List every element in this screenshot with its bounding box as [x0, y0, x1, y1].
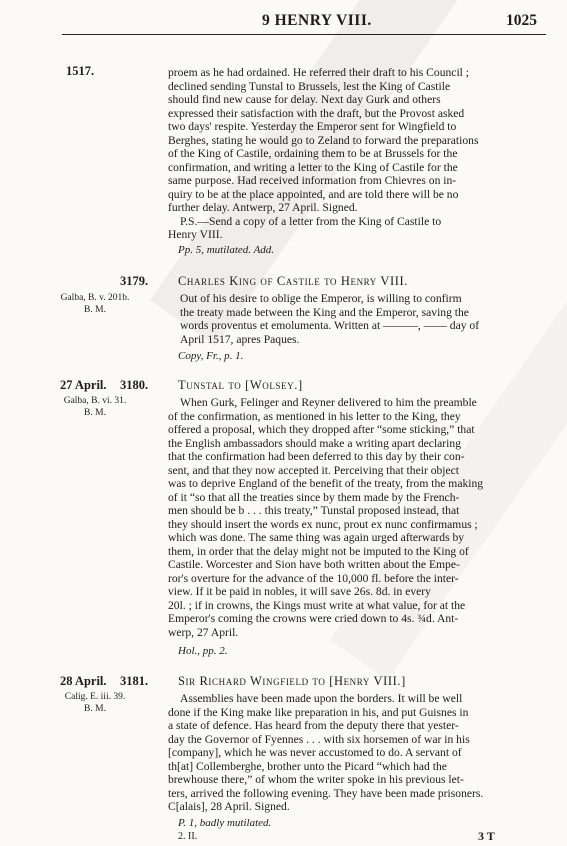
text-line: was to deprive England of the benefit of the treaty, from the making [168, 477, 484, 490]
text-line: which was done. The same thing was again urged afterwards by [168, 531, 465, 544]
text-line: done if the King make like preparation in his, and put Guisnes in [168, 705, 469, 719]
entry-paragraph [168, 692, 546, 814]
text-line: that the confirmation had been deferred to this day by their con- [168, 450, 465, 463]
manuscript-ref-location: B. M. [84, 305, 106, 315]
running-head-title: 9 HENRY VIII. [262, 12, 372, 29]
page-number: 1025 [506, 12, 537, 29]
continuation-paragraph [168, 66, 546, 242]
text-line: Emperor's coming the crowns were cried down to 4s. ¾d. Ant- [168, 612, 459, 625]
entry-number: 3180. [120, 378, 149, 392]
text-line: Berghes, stating he would go to Zeland to forward the preparations [168, 133, 479, 147]
text-line: confirmation, and writing a letter to the King of Castile for the [168, 160, 458, 174]
text-line: words proventus et emolumenta. Written at ———, —— day of [180, 319, 480, 332]
manuscript-ref: Galba, B. v. 201b. [60, 293, 130, 303]
header-rule [62, 34, 546, 35]
text-line: offered a proposal, which they dropped after “some sticking,” that [168, 423, 475, 436]
text-line: brewhouse there,” of whom the writer spoke in his previous let- [168, 773, 464, 786]
source-note: P. 1, badly mutilated. [178, 817, 272, 829]
text-line: Castile. Worcester and Sion have both written about the Empe- [168, 558, 460, 571]
year-marker: 1517. [66, 64, 95, 78]
text-line: expressed their satisfaction with the draft, but the Provost asked [168, 106, 465, 120]
text-line: ters, arrived the following evening. They have been made prisoners. [168, 786, 484, 800]
entry-heading: Tunstal to [Wolsey.] [178, 378, 303, 392]
manuscript-ref-location: B. M. [84, 408, 106, 418]
text-line: of the confirmation, as mentioned in his letter to the King, they [168, 409, 461, 423]
text-line: of it “so that all the treaties since by them made by the French- [168, 490, 460, 504]
text-line: sent, and that they now accepted it. Perceiving that their object [168, 463, 460, 477]
gathering-mark: 3 T [478, 829, 495, 843]
text-line: Henry VIII. [168, 228, 223, 241]
manuscript-ref: Calig. E. iii. 39. [64, 692, 126, 702]
text-line: the English ambassadors should make a writing apart declaring [168, 436, 461, 450]
entry-heading: Sir Richard Wingfield to [Henry VIII.] [178, 674, 406, 688]
text-line: two days' respite. Yesterday the Emperor sent for Wingfield to [168, 120, 457, 133]
signature-mark: 2. II. [178, 831, 198, 842]
text-line: Out of his desire to oblige the Emperor, is willing to confirm [180, 292, 462, 305]
text-line: should find new cause for delay. Next day Gurk and others [168, 93, 441, 106]
text-line: quiry to be at the place appointed, and are told there will be no [168, 187, 459, 201]
entry-number: 3179. [120, 274, 149, 288]
text-line: declined sending Tunstal to Brussels, lest the King of Castile [168, 79, 451, 93]
text-line: a state of defence. Has heard from the deputy there that yester- [168, 719, 459, 732]
entry-date: 27 April. [60, 378, 107, 392]
text-line: 20l. ; if in crowns, the Kings must write at what value, for at the [168, 598, 466, 612]
text-line: they should insert the words ex nunc, prout ex nunc confirmamus ; [168, 517, 478, 531]
text-line: P.S.—Send a copy of a letter from the King of Castile to [180, 214, 442, 228]
entry-number: 3181. [120, 674, 149, 688]
text-line: the treaty made between the King and the Emperor, saving the [180, 305, 469, 319]
manuscript-ref: Galba, B. vi. 31. [63, 396, 127, 406]
text-line: When Gurk, Felinger and Reyner delivered to him the preamble [180, 396, 477, 409]
text-line: further delay. Antwerp, 27 April. Signed. [168, 201, 358, 214]
text-line: [company], which he was never accustomed to do. A servant of [168, 746, 462, 759]
text-line: C[alais], 28 April. Signed. [168, 800, 290, 813]
text-line: of the King of Castile, ordaining them to be at Brussels for the [168, 147, 458, 160]
entry-date: 28 April. [60, 674, 107, 688]
source-note: Copy, Fr., p. 1. [178, 350, 244, 362]
text-line: view. If it be paid in nobles, it will save 26s. 8d. in every [168, 585, 431, 598]
text-line: men should be b . . . this treaty,” Tunstal proposed instead, that [168, 504, 460, 517]
entry-heading: Charles King of Castile to Henry VIII. [178, 274, 409, 288]
text-line: same purpose. Had received information from Chievres on in- [168, 174, 457, 187]
entry-paragraph [168, 396, 546, 639]
manuscript-ref-location: B. M. [84, 704, 106, 714]
entry-paragraph [168, 292, 546, 346]
text-line: werp, 27 April. [168, 625, 239, 639]
source-note: Pp. 5, mutilated. Add. [178, 244, 275, 256]
source-note: Hol., pp. 2. [178, 645, 228, 657]
text-line: ror's overture for the advance of the 10,000 fl. before the inter- [168, 571, 459, 585]
text-line: th[at] Collemberghe, brother unto the Picard “which had the [168, 759, 447, 773]
text-line: proem as he had ordained. He referred their draft to his Council ; [168, 66, 470, 79]
text-line: April 1517, apres Paques. [180, 332, 300, 346]
text-line: Assemblies have been made upon the borders. It will be well [180, 692, 463, 705]
text-line: them, in order that the delay might not be imputed to the King of [168, 544, 469, 558]
text-line: day the Governor of Fyennes . . . with six horsemen of war in his [168, 732, 470, 746]
